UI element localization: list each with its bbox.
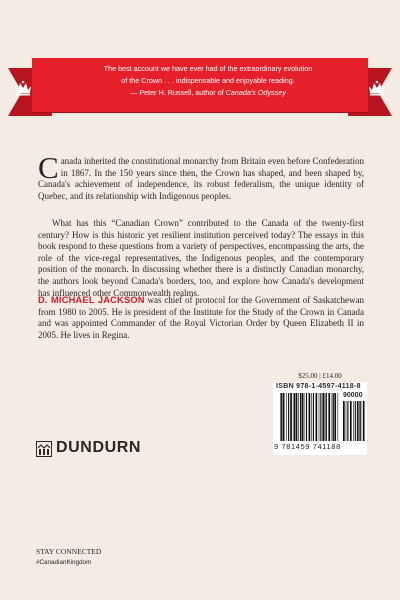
attribution-prefix: — Peter H. Russell, author of (130, 88, 226, 97)
barcode-bar (309, 393, 311, 441)
endorsement-quote (78, 63, 338, 99)
barcode-bar (304, 393, 305, 441)
isbn-number: ISBN 978-1-4597-4118-8 (276, 383, 361, 390)
hashtag: #CanadianKingdom (36, 559, 92, 566)
barcode-bar (298, 393, 299, 441)
publisher-name: DUNDURN (56, 439, 142, 456)
description-paragraph-1 (38, 150, 364, 202)
supplement-barcode-bars (343, 401, 365, 441)
barcode-bar (357, 401, 359, 441)
ean-barcode-bars (280, 393, 340, 441)
barcode-bar (363, 401, 365, 441)
attribution-book-title: Canada's Odyssey (225, 88, 286, 97)
barcode-bar (322, 393, 324, 441)
barcode-bar (332, 393, 333, 441)
barcode-bar (359, 401, 360, 441)
barcode-bar (281, 393, 282, 441)
barcode-bar (325, 393, 326, 441)
barcode-bar (313, 393, 314, 441)
barcode-bar (316, 393, 318, 441)
barcode-bar (300, 393, 301, 441)
barcode-bar (333, 393, 334, 441)
barcode-bar (353, 401, 354, 441)
barcode-bar (343, 401, 345, 441)
quote-line-1: The best account we have ever had of the extraordinary evolution (103, 64, 313, 73)
barcode-bar (347, 401, 348, 441)
barcode-bar (293, 393, 294, 441)
barcode-bar (280, 393, 281, 441)
quote-line-2: of the Crown . . . indispensable and enjoyable reading. (121, 76, 295, 85)
barcode-bar (320, 393, 321, 441)
quote-banner (8, 52, 392, 124)
barcode-bar (302, 393, 304, 441)
author-bio-text: was chief of protocol for the Government of Saskatchewan from 1980 to 2005. He is president of the Institute for the Study of the Crown in Canada and was appointed Commander of the Royal Victorian Order by Queen Elizabeth II in 2005. He lives in Regina. (38, 295, 365, 340)
ean-number: 9 781459 741188 (274, 442, 341, 451)
author-name: D. MICHAEL JACKSON (38, 295, 145, 305)
barcode-bar (296, 393, 298, 441)
barcode-bar (326, 393, 327, 441)
price-supplement-number: 90000 (343, 392, 363, 399)
description-paragraph-2: What has this “Canadian Crown” contributed to the Canada of the twenty-first century? How is this historic yet resilient institution perceived today? The essays in this book respond to these questions from a variety of perspectives, encompassing the arts, the role of the vice-regal representatives, the Indigenous peoples, and the contemporary position of the monarch. In discussing whether there is a distinctly Canadian monarchy, the authors look beyond Canada's borders, too, and explore how Canada's development has influenced other Commonwealth realms. (38, 218, 364, 298)
barcode-bar (288, 393, 289, 441)
paragraph-1-text: anada inherited the constitutional monarchy from Britain even before Confederation in 1867. In the 150 years since then, the Crown has shaped, and been shaped by, Canada's achievement of independence, its robust federalism, the unique identity of Quebec, and its relationship with Indigenous peoples. (38, 156, 364, 201)
author-bio (38, 295, 364, 341)
barcode-bar (350, 401, 352, 441)
quote-attribution (78, 87, 338, 99)
barcode-bar (360, 401, 361, 441)
barcode-bar (311, 393, 312, 441)
barcode-bar (290, 393, 292, 441)
isbn-barcode (273, 382, 367, 455)
barcode-bar (294, 393, 295, 441)
barcode-bar (319, 393, 320, 441)
barcode-bar (334, 393, 336, 441)
barcode-bar (338, 393, 339, 441)
barcode-bar (355, 401, 356, 441)
crown-icon (368, 80, 386, 96)
price-label: $25.00 | £14.00 (298, 372, 342, 380)
stay-connected-label: STAY CONNECTED (36, 547, 102, 556)
barcode-bar (328, 393, 330, 441)
barcode-bar (346, 401, 347, 441)
dundurn-logo-icon (36, 441, 52, 457)
barcode-bar (306, 393, 307, 441)
barcode-bar (286, 393, 287, 441)
barcode-bar (283, 393, 285, 441)
drop-cap: C (38, 150, 59, 185)
crown-icon (14, 80, 32, 96)
